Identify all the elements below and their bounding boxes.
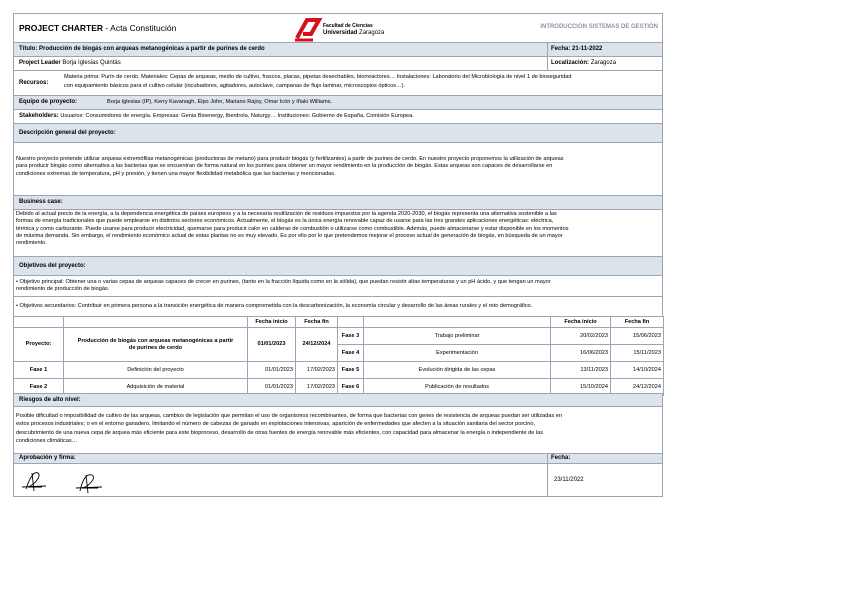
team-value: Borja Iglesias (IP), Kerry Kavanagh, Elpo John, Mariano Rajoy, Omar Icón y Iñaki Williams.: [107, 99, 332, 105]
approval-label: Aprobación y firma:: [19, 455, 76, 461]
phase-start: 20/02/2023: [551, 328, 611, 345]
phases-table: [13, 316, 664, 396]
location-field: Localización: Zaragoza: [551, 60, 617, 66]
business-line: formas de energía tradicionales que puede emplearse en distintos sectores económicos. Actualmente, el biogás es la única energía renovable capaz de usarse para las tres grandes aplicaciones energéticas: eléctrica,: [16, 218, 554, 225]
phase-end: 24/12/2024: [611, 379, 664, 396]
phase-end: 17/02/2023: [296, 362, 338, 379]
end-header: Fecha fin: [296, 317, 338, 328]
phase-start: 13/11/2023: [551, 362, 611, 379]
phase-label: Fase 2: [14, 379, 64, 396]
project-start: 01/01/2023: [248, 328, 296, 362]
phase-label: Fase 1: [14, 362, 64, 379]
stakeholders-field: Stakeholders: Usuarios: Consumidores de energía. Empresas: Genia Bioenergy, Iberdrola, Naturgy… Instituciones: Gobierno de España, Comisión Europea.: [19, 113, 414, 119]
phase-start: 16/06/2023: [551, 345, 611, 362]
logo-line1: Facultad de Ciencias: [323, 23, 373, 29]
team-label: Equipo de proyecto:: [19, 99, 78, 105]
phase-end: 15/06/2023: [611, 328, 664, 345]
table-row: [14, 362, 664, 379]
phase-name: Adquisición de material: [64, 379, 248, 396]
project-charter-sheet: [13, 13, 663, 497]
start-header: Fecha inicio: [248, 317, 296, 328]
title-row: [13, 42, 663, 57]
phase-end: 14/10/2024: [611, 362, 664, 379]
business-line: térmica y como carburante. Puede usarse para producir electricidad, quemarse para producir calor en calderas de combustión o utilizarse como combustible. Además, puede almacenarse y estar disponible en los momentos: [16, 225, 569, 232]
objectives-header: [13, 256, 663, 276]
leader-row: [13, 56, 663, 71]
end-header: Fecha fin: [611, 317, 664, 328]
header-row: [13, 13, 663, 43]
description-header: [13, 123, 663, 143]
team-row: [13, 95, 663, 110]
system-label: INTRODUCCIÓN SISTEMAS DE GESTIÓN: [540, 24, 658, 30]
description-label: Descripción general del proyecto:: [19, 130, 116, 136]
objectives-main-row: [13, 275, 663, 297]
business-header: [13, 195, 663, 210]
phase-end: 17/02/2023: [296, 379, 338, 396]
resources-row: [13, 70, 663, 96]
risk-line: estos procesos industriales; o en el entorno ganadero, limitando el número de cabezas de ganado en explotaciones intensivas, aparición de enfermedades que afecten a la situación sanitaria del sector porcino,: [16, 421, 535, 428]
phase-name: Experimentación: [364, 345, 551, 362]
phase-label: Fase 6: [338, 379, 364, 396]
phase-name: Evolución dirigida de las cepas: [364, 362, 551, 379]
business-line: Debido al actual precio de la energía, a la dependencia energética de países europeos y a la necesaria reutilización de residuos impuestos por la agenda 2020-2030, el biogás representa una alternativa sostenible a las: [16, 211, 557, 217]
project-name: Producción de biogás con arqueas metanogénicas a partir de purines de cerdo: [64, 328, 248, 362]
project-leader-field: Project Leader Borja Iglesias Quintás: [19, 60, 121, 66]
risk-line: Posible dificultad o imposibilidad de cultivo de las arqueas, cambios de legislación que permitan el uso de organismos recombinantes, de forma que bacterias con genes de resistencia de arqueas puedan ser utilizadas en: [16, 413, 563, 419]
phase-start: 15/10/2024: [551, 379, 611, 396]
phase-name: Trabajo preliminar: [364, 328, 551, 345]
phase-name: Publicación de resultados: [364, 379, 551, 396]
project-label: Proyecto:: [14, 328, 64, 362]
date-field: Fecha: 21-11-2022: [551, 46, 603, 52]
project-end: 24/12/2024: [296, 328, 338, 362]
phase-start: 01/01/2023: [248, 362, 296, 379]
phase-label: Fase 4: [338, 345, 364, 362]
title-field: Título: Producción de biogás con arqueas metanogénicas a partir de purines de cerdo: [19, 46, 265, 52]
resources-label: Recursos:: [19, 80, 49, 86]
business-body: [13, 209, 663, 257]
phase-start: 01/01/2023: [248, 379, 296, 396]
page-title: PROJECT CHARTER - Acta Constitución: [19, 23, 177, 33]
university-logo-mark-icon: [293, 16, 323, 42]
description-body: [13, 142, 663, 196]
approval-date-label: Fecha:: [551, 455, 571, 461]
risks-body: [13, 406, 663, 454]
resources-text: Materia prima: Purín de cerdo. Materiales: Cepas de arqueas, medio de cultivo, frascos, placas, pipetas desechables, biorreactores… Instalaciones: Laboratorio del Microbiología de nivel 1 de bioseguridad con equipamiento básicos para el cultivo celular (incubadores, agitadores, autoclave, campanas de flujo laminar, microscopios ópticos…).: [64, 74, 572, 89]
description-line: para producir biogás como alternativa a las bacterias que se encuentran de forma natural en los purines para obtener un mayor rendimiento en la producción de biogás. Estas arqueas son capaces de desarrollarse en: [16, 163, 553, 170]
logo-line2: Universidad Zaragoza: [323, 30, 385, 36]
objectives-label: Objetivos del proyecto:: [19, 263, 86, 269]
phase-label: Fase 3: [338, 328, 364, 345]
risks-header: [13, 393, 663, 407]
phase-name: Definición del proyecto: [64, 362, 248, 379]
start-header: Fecha inicio: [551, 317, 611, 328]
phase-end: 15/11/2023: [611, 345, 664, 362]
business-line: de máxima demanda. Sin embargo, el rendimiento económico actual de estas plantas no es muy elevado. Es por ello por lo que pretendemos mejorar el proceso actual de generación de biogás, en búsqueda de un mayor: [16, 232, 563, 239]
description-line: condiciones extremas de temperatura, pH y presión, y tienen una mayor flexibilidad metabólica que las bacterias y mencionadas.: [16, 170, 336, 177]
main-objective-line: rendimiento de producción de biogás.: [16, 286, 110, 293]
stakeholders-row: [13, 109, 663, 124]
university-logo: [293, 16, 383, 42]
risk-line: descubrimiento de una nueva cepa de arquea más eficiente para este bioproceso, desarrollo de otras fuentes de energía renovable más eficientes, con capacidad para almacenar la energía o independiente de las: [16, 429, 544, 436]
business-label: Business case:: [19, 199, 63, 205]
phases-header-row: [14, 317, 664, 328]
objectives-secondary-row: [13, 296, 663, 317]
secondary-objective: • Objetivos secundarios: Contribuir en primera persona a la transición energética de manera comprometida con la descarbonización, la economía circular y desarrollo de las áreas rurales y el reto demográfico.: [16, 303, 533, 309]
approval-body: [13, 463, 663, 497]
approval-date-value: 23/11/2022: [554, 477, 584, 483]
description-line: Nuestro proyecto pretende utilizar arqueas extremófilas metanogénicas (productoras de metano) para producir biogás (y fertilizantes) a partir de purines de cerdo. En nuestro proyecto proponemos la utilización de arqueas: [16, 156, 564, 162]
main-objective-line: • Objetivo principal: Obtener una o varias cepas de arqueas capaces de crecer en purines, (tanto en la fracción líquida como en la sólida), que puedan resistir altas temperaturas y un pH ácido, y que tengan un mayor: [16, 279, 551, 285]
business-line: rendimiento.: [16, 240, 47, 247]
phase-label: Fase 5: [338, 362, 364, 379]
table-row: [14, 328, 664, 345]
signature-graphic: [20, 467, 110, 495]
risks-label: Riesgos de alto nivel:: [19, 397, 81, 403]
risk-line: condiciones climáticas…: [16, 437, 78, 444]
